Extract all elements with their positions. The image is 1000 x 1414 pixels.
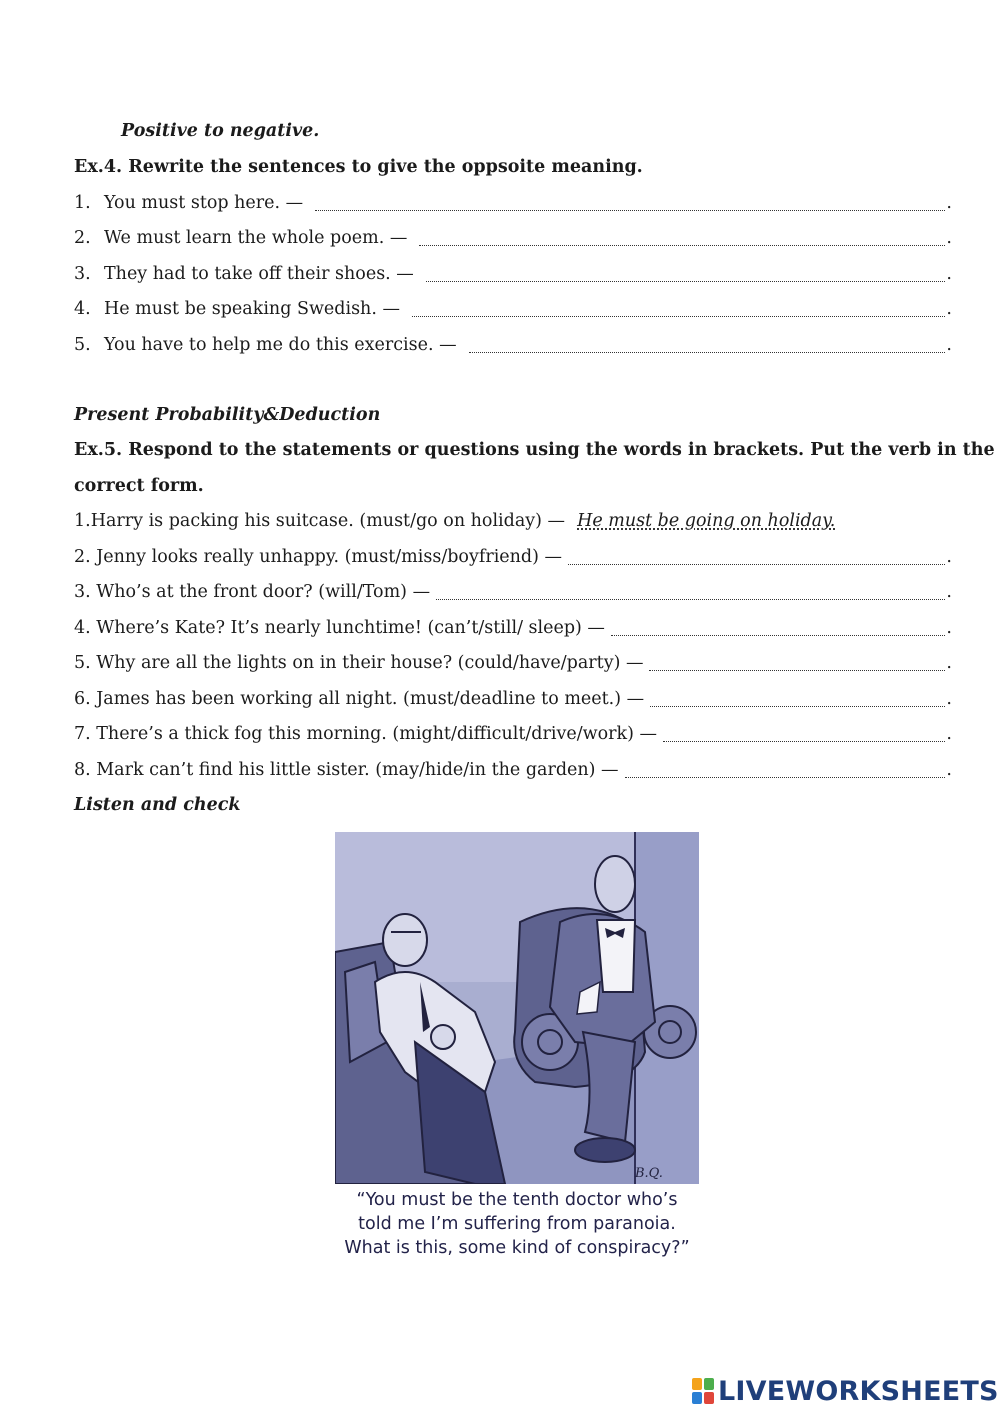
caption-line-1: “You must be the tenth doctor who’s xyxy=(356,1190,678,1210)
item-text: 4. Where’s Kate? It’s nearly lunchtime! (can’t/still/ sleep) — xyxy=(74,618,605,638)
ex5-item-7 xyxy=(74,715,952,745)
period: . xyxy=(946,193,952,213)
item-text: He must be speaking Swedish. — xyxy=(104,299,400,319)
period: . xyxy=(946,299,952,319)
period: . xyxy=(946,653,952,673)
period: . xyxy=(946,760,952,780)
ex4-item-1 xyxy=(74,184,952,214)
period: . xyxy=(946,724,952,744)
listen-and-check: Listen and check xyxy=(74,795,241,815)
ex5-title-line-1: Ex.5. Respond to the statements or questions using the words in brackets. Put the verb in the xyxy=(74,440,995,460)
ex5-item-1 xyxy=(74,502,952,532)
ex4-item-3 xyxy=(74,255,952,285)
ex5-item-8 xyxy=(74,751,952,781)
ex4-item-4 xyxy=(74,290,952,320)
item-text: 6. James has been working all night. (must/deadline to meet.) — xyxy=(74,689,645,709)
answer-blank-ex4-3[interactable] xyxy=(426,265,946,282)
answer-blank-ex4-4[interactable] xyxy=(412,300,945,317)
item-text: We must learn the whole poem. — xyxy=(104,228,408,248)
period: . xyxy=(946,547,952,567)
ex4-title: Ex.4. Rewrite the sentences to give the oppsoite meaning. xyxy=(74,157,643,177)
period: . xyxy=(946,689,952,709)
period: . xyxy=(946,618,952,638)
cartoon-illustration xyxy=(335,832,699,1184)
caption-line-2: told me I’m suffering from paranoia. xyxy=(358,1214,676,1234)
logo-icon xyxy=(692,1378,714,1404)
answer-blank-ex5-7[interactable] xyxy=(663,725,945,742)
item-text: They had to take off their shoes. — xyxy=(104,264,414,284)
answer-blank-ex5-4[interactable] xyxy=(611,619,946,636)
ex5-title-line-2: correct form. xyxy=(74,476,204,496)
item-text: You have to help me do this exercise. — xyxy=(104,335,457,355)
example-answer: He must be going on holiday. xyxy=(577,511,836,531)
item-number: 5. xyxy=(74,335,91,355)
item-text: 3. Who’s at the front door? (will/Tom) — xyxy=(74,582,431,602)
answer-blank-ex4-1[interactable] xyxy=(315,194,945,211)
answer-blank-ex5-2[interactable] xyxy=(568,548,945,565)
answer-blank-ex5-5[interactable] xyxy=(649,654,945,671)
answer-blank-ex4-5[interactable] xyxy=(469,336,946,353)
answer-blank-ex5-8[interactable] xyxy=(625,761,946,778)
ex5-item-4 xyxy=(74,609,952,639)
ex5-item-2 xyxy=(74,538,952,568)
cartoon-caption xyxy=(315,1188,719,1260)
period: . xyxy=(946,582,952,602)
period: . xyxy=(946,335,952,355)
item-text: 5. Why are all the lights on in their house? (could/have/party) — xyxy=(74,653,644,673)
item-text: 7. There’s a thick fog this morning. (might/difficult/drive/work) — xyxy=(74,724,657,744)
ex4-item-2 xyxy=(74,219,952,249)
item-number: 2. xyxy=(74,228,91,248)
item-text: You must stop here. — xyxy=(104,193,304,213)
item-text: 8. Mark can’t find his little sister. (may/hide/in the garden) — xyxy=(74,760,619,780)
caption-line-3: What is this, some kind of conspiracy?” xyxy=(344,1238,690,1258)
cartoon-image xyxy=(335,832,699,1184)
period: . xyxy=(946,264,952,284)
ex5-item-5 xyxy=(74,644,952,674)
ex5-item-6 xyxy=(74,680,952,710)
ex5-subtitle: Present Probability&Deduction xyxy=(74,405,381,425)
item-number: 1. xyxy=(74,193,91,213)
answer-blank-ex4-2[interactable] xyxy=(419,229,945,246)
cartoon-signature: B.Q. xyxy=(635,1166,663,1181)
answer-blank-ex5-3[interactable] xyxy=(436,583,945,600)
liveworksheets-logo xyxy=(692,1374,999,1408)
ex4-subtitle: Positive to negative. xyxy=(121,121,320,141)
ex4-item-5 xyxy=(74,326,952,356)
item-text: 2. Jenny looks really unhappy. (must/miss/boyfriend) — xyxy=(74,547,563,567)
item-number: 4. xyxy=(74,299,91,319)
logo-text: LIVEWORKSHEETS xyxy=(718,1375,999,1407)
period: . xyxy=(946,228,952,248)
item-text: 1.Harry is packing his suitcase. (must/go on holiday) — xyxy=(74,511,566,531)
item-number: 3. xyxy=(74,264,91,284)
ex5-item-3 xyxy=(74,573,952,603)
answer-blank-ex5-6[interactable] xyxy=(650,690,945,707)
